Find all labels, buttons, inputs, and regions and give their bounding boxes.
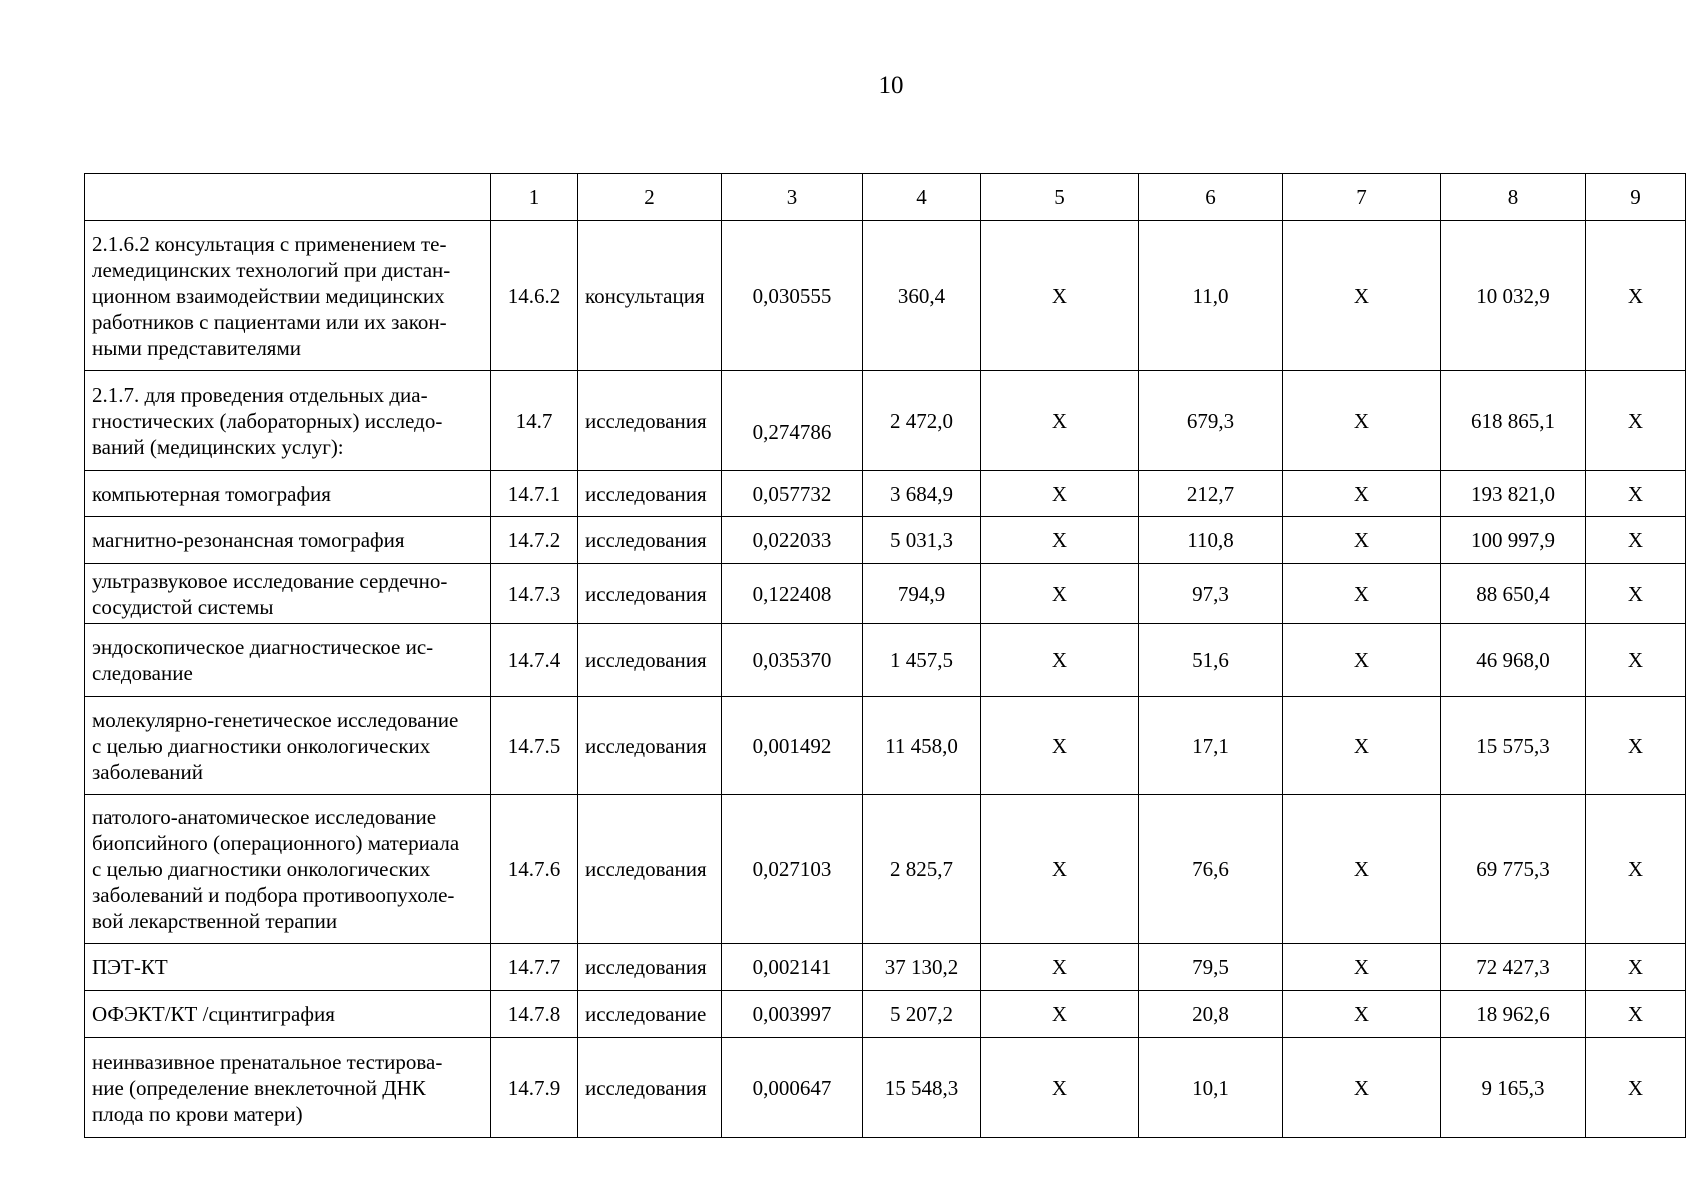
row-description [85,371,491,471]
description-line: биопсийного (операционного) материала [92,831,460,855]
description-line: сосудистой системы [92,594,274,619]
row-col-9: Х [1586,517,1686,564]
row-col-7: Х [1283,517,1441,564]
row-description [85,471,491,517]
row-col-3: 0,001492 [722,697,863,795]
description-line: магнитно-резонансная томография [92,528,405,552]
row-col-8: 15 575,3 [1441,697,1586,795]
row-unit: консультация [578,221,722,371]
row-col-3: 0,027103 [722,795,863,944]
description-line: эндоскопическое диагностическое ис- [92,635,434,659]
row-col-7: Х [1283,624,1441,697]
row-col-8: 10 032,9 [1441,221,1586,371]
description-line: ультразвуковое исследование сердечно- [92,568,448,593]
table-row [85,944,1686,991]
row-col-7: Х [1283,371,1441,471]
row-col-5: Х [981,624,1139,697]
row-col-9: Х [1586,697,1686,795]
row-col-8: 18 962,6 [1441,991,1586,1038]
row-col-3: 0,003997 [722,991,863,1038]
row-col-6: 679,3 [1139,371,1283,471]
row-unit: исследования [578,564,722,624]
description-line: лемедицинских технологий при дистан- [92,257,451,282]
row-col-6: 20,8 [1139,991,1283,1038]
row-unit: исследования [578,471,722,517]
row-col-3: 0,030555 [722,221,863,371]
row-description [85,221,491,371]
row-col-9: Х [1586,991,1686,1038]
row-col-6: 212,7 [1139,471,1283,517]
row-description [85,991,491,1038]
row-col-6: 76,6 [1139,795,1283,944]
description-line: заболеваний [92,759,203,784]
row-col-5: Х [981,517,1139,564]
description-line: патолого-анатомическое исследование [92,805,437,829]
header-cell-5: 5 [981,174,1139,221]
table-row [85,517,1686,564]
row-col-3: 0,002141 [722,944,863,991]
description-line: 2.1.7. для проведения отдельных диа- [92,382,428,407]
header-cell-2: 2 [578,174,722,221]
description-line: плода по крови матери) [92,1101,303,1126]
row-description [85,517,491,564]
table-row [85,795,1686,944]
row-code: 14.7.2 [491,517,578,564]
row-col-9: Х [1586,221,1686,371]
table-row [85,564,1686,624]
row-code: 14.7.4 [491,624,578,697]
table-row [85,471,1686,517]
row-col-6: 79,5 [1139,944,1283,991]
row-code: 14.6.2 [491,221,578,371]
row-col-6: 110,8 [1139,517,1283,564]
description-line: ционном взаимодействии медицинских [92,283,445,308]
row-col-5: Х [981,944,1139,991]
row-col-4: 5 031,3 [863,517,981,564]
row-col-6: 51,6 [1139,624,1283,697]
row-col-7: Х [1283,795,1441,944]
description-line: ние (определение внеклеточной ДНК [92,1075,426,1100]
row-unit: исследования [578,795,722,944]
row-col-5: Х [981,371,1139,471]
row-col-9: Х [1586,944,1686,991]
header-cell-8: 8 [1441,174,1586,221]
row-col-4: 15 548,3 [863,1038,981,1138]
row-code: 14.7.8 [491,991,578,1038]
description-line: ПЭТ-КТ [92,955,168,979]
row-col-7: Х [1283,944,1441,991]
row-col-6: 10,1 [1139,1038,1283,1138]
row-col-3: 0,022033 [722,517,863,564]
row-col-3: 0,057732 [722,471,863,517]
row-description [85,564,491,624]
row-col-6: 97,3 [1139,564,1283,624]
row-col-8: 618 865,1 [1441,371,1586,471]
table-row [85,371,1686,471]
row-col-9: Х [1586,1038,1686,1138]
row-col-4: 2 472,0 [863,371,981,471]
row-unit: исследования [578,697,722,795]
header-cell-1: 1 [491,174,578,221]
row-col-7: Х [1283,697,1441,795]
row-code: 14.7.6 [491,795,578,944]
row-col-4: 5 207,2 [863,991,981,1038]
row-unit: исследования [578,371,722,471]
table-row [85,1038,1686,1138]
description-line: ными представителями [92,335,301,360]
row-col-9: Х [1586,624,1686,697]
description-line: следование [92,661,193,685]
description-line: ОФЭКТ/КТ /сцинтиграфия [92,1002,335,1026]
description-line: молекулярно-генетическое исследование [92,707,459,732]
row-col-5: Х [981,1038,1139,1138]
row-col-4: 1 457,5 [863,624,981,697]
row-unit: исследования [578,624,722,697]
row-col-5: Х [981,221,1139,371]
row-col-4: 37 130,2 [863,944,981,991]
row-col-8: 69 775,3 [1441,795,1586,944]
row-col-8: 193 821,0 [1441,471,1586,517]
description-line: вой лекарственной терапии [92,909,338,933]
header-cell-3: 3 [722,174,863,221]
table-row [85,221,1686,371]
row-col-7: Х [1283,221,1441,371]
description-line: гностических (лабораторных) исследо- [92,408,443,433]
row-col-8: 100 997,9 [1441,517,1586,564]
description-line: заболеваний и подбора противоопухоле- [92,883,455,907]
row-col-9: Х [1586,471,1686,517]
row-code: 14.7.9 [491,1038,578,1138]
row-col-4: 11 458,0 [863,697,981,795]
row-description [85,624,491,697]
description-line: 2.1.6.2 консультация с применением те- [92,231,447,256]
row-col-7: Х [1283,564,1441,624]
description-line: компьютерная томография [92,481,331,506]
row-col-3-value: 0,274786 [752,419,832,444]
row-col-3 [722,371,863,471]
row-col-4: 794,9 [863,564,981,624]
row-col-5: Х [981,697,1139,795]
row-code: 14.7.7 [491,944,578,991]
description-line: неинвазивное пренатальное тестирова- [92,1049,443,1074]
row-code: 14.7 [491,371,578,471]
row-col-8: 88 650,4 [1441,564,1586,624]
table-row [85,991,1686,1038]
data-table [84,173,1686,1138]
row-col-5: Х [981,564,1139,624]
row-description [85,944,491,991]
header-cell-6: 6 [1139,174,1283,221]
row-col-7: Х [1283,991,1441,1038]
row-description [85,795,491,944]
row-code: 14.7.5 [491,697,578,795]
row-col-9: Х [1586,795,1686,944]
row-col-9: Х [1586,371,1686,471]
description-line: ваний (медицинских услуг): [92,434,344,459]
header-cell-0 [85,174,491,221]
row-col-5: Х [981,991,1139,1038]
description-line: с целью диагностики онкологических [92,857,431,881]
row-description [85,1038,491,1138]
row-col-8: 46 968,0 [1441,624,1586,697]
row-col-4: 2 825,7 [863,795,981,944]
row-unit: исследования [578,1038,722,1138]
header-cell-9: 9 [1586,174,1686,221]
row-unit: исследования [578,517,722,564]
row-code: 14.7.1 [491,471,578,517]
row-col-4: 360,4 [863,221,981,371]
page-number: 10 [878,72,904,99]
row-unit: исследования [578,944,722,991]
row-col-6: 17,1 [1139,697,1283,795]
row-col-5: Х [981,795,1139,944]
header-cell-7: 7 [1283,174,1441,221]
row-unit: исследование [578,991,722,1038]
row-col-4: 3 684,9 [863,471,981,517]
row-col-5: Х [981,471,1139,517]
row-code: 14.7.3 [491,564,578,624]
header-row [85,174,1686,221]
row-description [85,697,491,795]
header-cell-4: 4 [863,174,981,221]
row-col-6: 11,0 [1139,221,1283,371]
row-col-3: 0,000647 [722,1038,863,1138]
description-line: работников с пациентами или их закон- [92,309,447,334]
table-row [85,624,1686,697]
row-col-3: 0,035370 [722,624,863,697]
row-col-9: Х [1586,564,1686,624]
row-col-7: Х [1283,1038,1441,1138]
row-col-8: 72 427,3 [1441,944,1586,991]
row-col-8: 9 165,3 [1441,1038,1586,1138]
table-row [85,697,1686,795]
row-col-7: Х [1283,471,1441,517]
description-line: с целью диагностики онкологических [92,733,431,758]
row-col-3: 0,122408 [722,564,863,624]
